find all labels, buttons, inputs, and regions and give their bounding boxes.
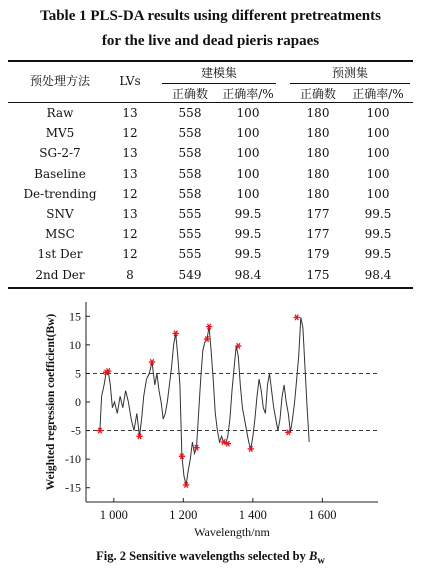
x-tick-label: 1 600 [308, 508, 337, 522]
cell-pre-rate: 99.5 [364, 207, 392, 221]
cell-lvs: 13 [122, 106, 138, 120]
x-axis-label: Wavelength/nm [194, 525, 270, 539]
cell-cal-count: 555 [178, 247, 202, 262]
table-top-rule [8, 60, 413, 62]
y-tick-label: -10 [65, 452, 81, 467]
table-bottom-rule [8, 287, 413, 289]
x-tick-label: 1 400 [238, 508, 267, 522]
header-lvs: LVs [119, 74, 141, 88]
cell-lvs: 12 [122, 227, 138, 242]
cell-lvs: 12 [122, 247, 138, 262]
cell-cal-count: 555 [178, 207, 202, 221]
cell-pre-rate: 99.5 [364, 247, 392, 262]
cell-lvs: 8 [126, 267, 134, 282]
cell-lvs: 12 [122, 126, 138, 141]
cell-cal-count: 558 [178, 126, 202, 141]
cell-cal-count: 558 [178, 186, 202, 201]
cell-method: MSC [45, 227, 75, 242]
cell-cal-rate: 100 [236, 166, 260, 181]
cell-pre-rate: 100 [366, 126, 390, 141]
cell-lvs: 12 [122, 186, 138, 201]
sensitive-wavelength-chart [0, 290, 421, 548]
cell-cal-rate: 100 [236, 106, 260, 120]
cell-cal-count: 558 [178, 166, 202, 181]
cell-cal-count: 549 [178, 267, 202, 282]
cell-method: SNV [46, 207, 74, 221]
header-prediction: 预测集 [331, 66, 368, 80]
y-tick-label: 10 [69, 337, 81, 352]
cell-method: 2nd Der [35, 267, 85, 282]
cell-pre-count: 180 [306, 166, 330, 181]
header-pre-count: 正确数 [299, 87, 336, 101]
cell-pre-rate: 98.4 [364, 267, 392, 282]
header-cal-rate: 正确率/% [222, 87, 274, 101]
cell-pre-rate: 100 [366, 146, 390, 161]
x-tick-label: 1 000 [99, 508, 128, 522]
cell-pre-count: 175 [306, 267, 330, 282]
cell-pre-rate: 100 [366, 186, 390, 201]
cell-cal-count: 555 [178, 227, 202, 242]
cell-pre-count: 180 [306, 186, 330, 201]
cell-pre-rate: 100 [366, 166, 390, 181]
table-caption-line2: for the live and dead pieris rapaes [101, 33, 320, 49]
header-pre-rate: 正确率/% [352, 87, 404, 101]
cell-cal-count: 558 [178, 146, 202, 161]
calibration-underline [162, 83, 276, 84]
cell-lvs: 13 [122, 207, 138, 221]
cell-pre-count: 180 [306, 146, 330, 161]
cell-cal-rate: 98.4 [234, 267, 262, 282]
cell-cal-count: 558 [178, 106, 202, 120]
cell-pre-rate: 99.5 [364, 227, 392, 242]
cell-cal-rate: 100 [236, 126, 260, 141]
cell-method: 1st Der [37, 247, 83, 262]
cell-pre-count: 180 [306, 126, 330, 141]
y-axis-label: Weighted regression coefficient(Bw) [45, 313, 57, 491]
cell-cal-rate: 99.5 [234, 247, 262, 262]
cell-cal-rate: 100 [236, 186, 260, 201]
cell-cal-rate: 99.5 [234, 207, 262, 221]
cell-pre-count: 177 [306, 227, 330, 242]
cell-pre-count: 180 [306, 106, 330, 120]
y-tick-label: 5 [75, 366, 81, 381]
y-tick-label: -15 [65, 480, 81, 495]
table-caption-line1: Table 1 PLS-DA results using different pretreatments [40, 8, 381, 24]
cell-cal-rate: 100 [236, 146, 260, 161]
cell-pre-count: 179 [306, 247, 330, 262]
cell-method: De-trending [23, 186, 97, 201]
cell-pre-rate: 100 [366, 106, 390, 120]
cell-cal-rate: 99.5 [234, 227, 262, 242]
prediction-underline [290, 83, 410, 84]
header-cal-count: 正确数 [171, 87, 208, 101]
header-method: 预处理方法 [29, 74, 90, 88]
cell-method: Baseline [34, 166, 86, 181]
header-calibration: 建模集 [200, 66, 237, 80]
cell-method: Raw [46, 106, 74, 120]
y-tick-label: 0 [75, 395, 81, 409]
cell-lvs: 13 [122, 146, 138, 161]
cell-method: SG-2-7 [39, 146, 81, 161]
y-tick-label: -5 [71, 423, 81, 438]
table-header-rule [8, 102, 413, 103]
cell-pre-count: 177 [306, 207, 330, 221]
cell-method: MV5 [45, 126, 75, 141]
figure-caption: Fig. 2 Sensitive wavelengths selected by $B_w$ [96, 549, 325, 567]
sensitive-wavelength-marker [294, 315, 300, 321]
cell-lvs: 13 [122, 166, 138, 181]
x-tick-label: 1 200 [169, 508, 198, 522]
series-line [100, 317, 309, 485]
y-tick-label: 15 [69, 309, 81, 324]
